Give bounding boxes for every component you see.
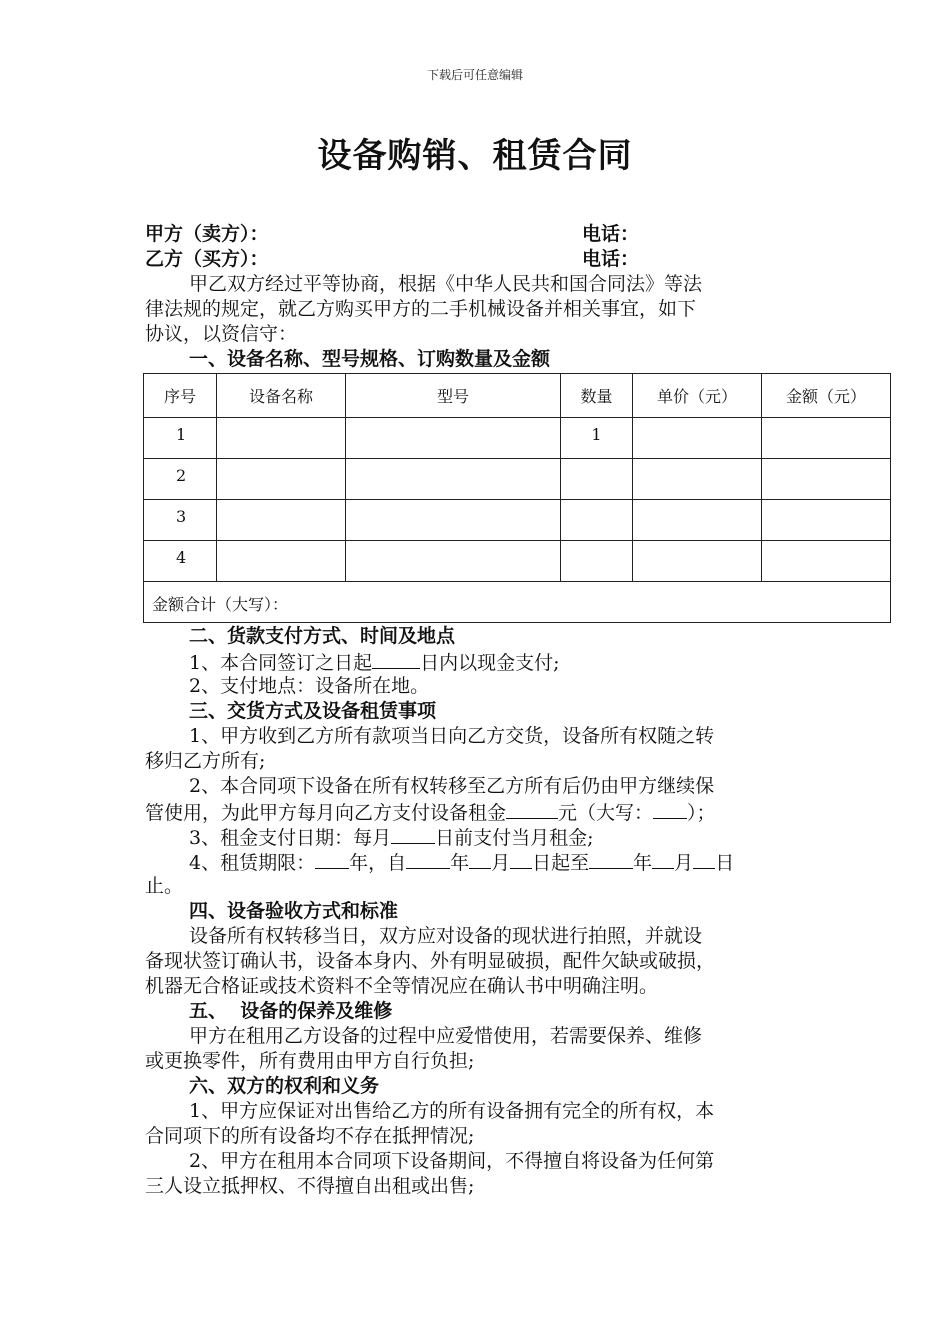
row-price bbox=[633, 418, 762, 459]
party-b-line bbox=[145, 247, 810, 272]
section-4-line-2: 备现状签订确认书，设备本身内、外有明显破损，配件欠缺或破损， bbox=[145, 950, 716, 972]
party-a-line bbox=[145, 222, 810, 247]
section-3-item-4-line-2: 止。 bbox=[145, 875, 184, 897]
header-unit-price: 单价（元） bbox=[633, 374, 762, 418]
s3-item4-text-g: 月 bbox=[674, 852, 694, 874]
row-qty: 1 bbox=[561, 418, 633, 459]
table-row bbox=[144, 418, 891, 459]
row-amount bbox=[762, 418, 891, 459]
blank-start-month bbox=[469, 849, 491, 869]
s3-item3-text-a: 3、租金支付日期：每月 bbox=[189, 827, 392, 849]
row-name bbox=[217, 459, 346, 500]
intro-line-2: 律法规的规定，就乙方购买甲方的二手机械设备并相关事宜，如下 bbox=[145, 298, 697, 320]
section-6-item-2-line-2: 三人设立抵押权、不得擅自出租或出售; bbox=[145, 1175, 475, 1197]
row-no: 2 bbox=[144, 459, 217, 500]
section-6-heading: 六、双方的权利和义务 bbox=[189, 1075, 380, 1097]
row-model bbox=[346, 541, 561, 582]
row-name bbox=[217, 418, 346, 459]
party-a-phone-label: 电话： bbox=[582, 223, 640, 245]
row-price bbox=[633, 541, 762, 582]
blank-start-day bbox=[510, 849, 532, 869]
section-5-line-2: 或更换零件，所有费用由甲方自行负担; bbox=[145, 1050, 475, 1072]
contract-body bbox=[145, 222, 810, 372]
row-amount bbox=[762, 459, 891, 500]
section-5-heading: 五、 设备的保养及维修 bbox=[189, 1000, 393, 1022]
contract-body-continued bbox=[145, 624, 810, 1199]
table-row bbox=[144, 500, 891, 541]
row-amount bbox=[762, 541, 891, 582]
total-label: 金额合计（大写）： bbox=[144, 582, 891, 623]
page-header: 下载后可任意编辑 bbox=[426, 68, 523, 82]
section-2-item-2: 2、支付地点：设备所在地。 bbox=[189, 675, 430, 697]
row-model bbox=[346, 459, 561, 500]
s3-item4-text-e: 日起至 bbox=[532, 852, 590, 874]
section-3-item-2-line-2 bbox=[145, 799, 810, 824]
row-name bbox=[217, 541, 346, 582]
equipment-table bbox=[143, 373, 891, 623]
s3-item2-text-c: ）； bbox=[687, 802, 716, 824]
row-name bbox=[217, 500, 346, 541]
section-3-item-1-line-1: 1、甲方收到乙方所有款项当日向乙方交货，设备所有权随之转 bbox=[189, 725, 715, 747]
section-4-line-1: 设备所有权转移当日，双方应对设备的现状进行拍照，并就设 bbox=[189, 925, 703, 947]
section-2-item-1 bbox=[145, 649, 810, 674]
row-model bbox=[346, 500, 561, 541]
section-2-heading: 二、货款支付方式、时间及地点 bbox=[189, 625, 456, 647]
row-no: 1 bbox=[144, 418, 217, 459]
row-amount bbox=[762, 500, 891, 541]
section-3-item-1-line-2: 移归乙方所有; bbox=[145, 750, 266, 772]
party-b-phone-label: 电话： bbox=[582, 248, 640, 270]
row-no: 4 bbox=[144, 541, 217, 582]
row-qty bbox=[561, 541, 633, 582]
table-total-row bbox=[144, 582, 891, 623]
row-qty bbox=[561, 500, 633, 541]
blank-years bbox=[315, 849, 349, 869]
header-amount: 金额（元） bbox=[762, 374, 891, 418]
blank-start-year bbox=[406, 849, 450, 869]
blank-end-day bbox=[693, 849, 715, 869]
table-row bbox=[144, 459, 891, 500]
blank-rent bbox=[506, 799, 558, 819]
section-6-item-1-line-1: 1、甲方应保证对出售给乙方的所有设备拥有完全的所有权，本 bbox=[189, 1100, 715, 1122]
s3-item3-text-b: 日前支付当月租金; bbox=[435, 827, 594, 849]
s3-item4-text-d: 月 bbox=[491, 852, 511, 874]
s3-item2-text-b: 元（大写： bbox=[558, 802, 654, 824]
s3-item4-text-b: 年，自 bbox=[349, 852, 407, 874]
blank-end-year bbox=[589, 849, 633, 869]
section-4-heading: 四、设备验收方式和标准 bbox=[189, 900, 399, 922]
header-model: 型号 bbox=[346, 374, 561, 418]
s3-item2-text-a: 管使用，为此甲方每月向乙方支付设备租金 bbox=[145, 802, 507, 824]
party-b-label: 乙方（买方）： bbox=[145, 248, 269, 270]
intro-line-3: 协议，以资信守： bbox=[145, 323, 298, 345]
blank-pay-day bbox=[391, 824, 435, 844]
s3-item4-text-h: 日 bbox=[715, 852, 735, 874]
s3-item4-text-f: 年 bbox=[633, 852, 653, 874]
intro-line-1: 甲乙双方经过平等协商，根据《中华人民共和国合同法》等法 bbox=[189, 273, 703, 295]
row-model bbox=[346, 418, 561, 459]
blank-end-month bbox=[652, 849, 674, 869]
table-row bbox=[144, 541, 891, 582]
s2-item1-text-b: 日内以现金支付; bbox=[420, 652, 560, 674]
section-4-line-3: 机器无合格证或技术资料不全等情况应在确认书中明确注明。 bbox=[145, 975, 659, 997]
header-name: 设备名称 bbox=[217, 374, 346, 418]
section-6-item-1-line-2: 合同项下的所有设备均不存在抵押情况; bbox=[145, 1125, 475, 1147]
blank-rent-words bbox=[653, 799, 687, 819]
section-3-item-3 bbox=[145, 824, 810, 849]
s2-item1-text-a: 1、本合同签订之日起 bbox=[189, 652, 373, 674]
section-3-item-4-line-1 bbox=[145, 849, 810, 874]
document-title: 设备购销、租赁合同 bbox=[317, 136, 633, 176]
row-price bbox=[633, 500, 762, 541]
section-1-heading: 一、设备名称、型号规格、订购数量及金额 bbox=[189, 348, 551, 370]
header-no: 序号 bbox=[144, 374, 217, 418]
section-3-heading: 三、交货方式及设备租赁事项 bbox=[189, 700, 437, 722]
row-qty bbox=[561, 459, 633, 500]
section-5-line-1: 甲方在租用乙方设备的过程中应爱惜使用，若需要保养、维修 bbox=[189, 1025, 703, 1047]
s3-item4-text-a: 4、租赁期限： bbox=[189, 852, 316, 874]
table-header-row bbox=[144, 374, 891, 418]
blank-days bbox=[372, 649, 420, 669]
s3-item4-text-c: 年 bbox=[450, 852, 470, 874]
header-qty: 数量 bbox=[561, 374, 633, 418]
section-6-item-2-line-1: 2、甲方在租用本合同项下设备期间，不得擅自将设备为任何第 bbox=[189, 1150, 715, 1172]
row-no: 3 bbox=[144, 500, 217, 541]
party-a-label: 甲方（卖方）： bbox=[145, 223, 269, 245]
section-3-item-2-line-1: 2、本合同项下设备在所有权转移至乙方所有后仍由甲方继续保 bbox=[189, 775, 715, 797]
row-price bbox=[633, 459, 762, 500]
